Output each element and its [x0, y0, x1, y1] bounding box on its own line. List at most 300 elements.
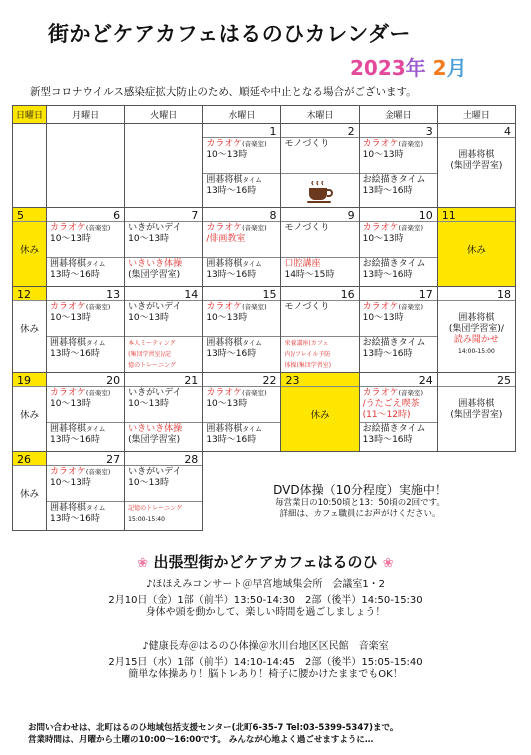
event-text: 囲碁将棋 [50, 503, 87, 513]
day-cell [47, 287, 125, 373]
event-text: 10～13時 [50, 399, 91, 409]
event-line [50, 349, 121, 360]
event1-title: ♪ほほえみコンサート＠早宮地域集会所 会議室1・2 [145, 579, 386, 590]
event-note: (音楽室) [398, 140, 424, 148]
day-cell [437, 287, 515, 373]
week-row [13, 124, 516, 208]
weekday-mon: 月曜日 [47, 106, 125, 124]
event-line [284, 302, 355, 313]
day-number: 27 [47, 452, 124, 466]
event-line [206, 234, 277, 245]
event-text: 10～13時 [206, 313, 248, 323]
weekday-wed: 水曜日 [203, 106, 281, 124]
event-text: 13時～16時 [206, 186, 257, 196]
event-block [281, 138, 358, 174]
event-text: /俳画教室 [206, 234, 246, 244]
day-cell [47, 124, 125, 208]
event-note: (音楽室) [242, 140, 267, 148]
event-line [128, 270, 199, 281]
event-line [206, 150, 277, 161]
day-number: 9 [281, 208, 358, 222]
event-text: 14時～15時 [284, 270, 335, 280]
day-cell [203, 124, 281, 208]
event-line [128, 223, 199, 234]
day-cell [203, 287, 281, 373]
day-cell [47, 208, 125, 287]
day-number: 20 [47, 373, 124, 387]
dvd-heading: DVD体操（10分程度）実施中！ [273, 483, 447, 497]
event-line [50, 503, 121, 514]
event-text: 13時～16時 [362, 349, 413, 359]
event-text: 囲碁将棋 [206, 259, 243, 269]
day-cell [281, 287, 359, 373]
event-line [206, 435, 277, 446]
day-cell [281, 124, 359, 208]
event-line [206, 186, 277, 197]
day-number: 17 [360, 287, 437, 301]
event-line [284, 259, 355, 270]
event-line [441, 161, 512, 172]
event-text: 10～13時 [128, 478, 170, 488]
event-block [203, 387, 280, 423]
closed-label: 休み [19, 245, 39, 256]
event-text: 14:00-15:00 [458, 348, 495, 355]
event-text: お絵描きタイム [362, 175, 426, 185]
event-text: カラオケ [362, 302, 399, 312]
day-cell [125, 124, 203, 208]
event-line [284, 139, 355, 150]
event-text: 囲碁将棋 [206, 424, 243, 434]
day-cell [437, 124, 515, 208]
footer [28, 722, 398, 746]
event-line [206, 223, 277, 234]
event-line [206, 259, 277, 270]
event-text: いきがいデイ [128, 467, 182, 477]
year-suffix: 年 [405, 56, 426, 80]
event-block [125, 301, 202, 337]
day-number: 4 [438, 124, 515, 138]
event-line [206, 175, 277, 186]
event-line [206, 349, 277, 360]
day-cell [359, 124, 437, 208]
event-block [438, 387, 515, 422]
event-note: (音楽室) [85, 303, 111, 311]
event-line [363, 313, 434, 324]
event-note: タイム [242, 176, 262, 184]
day-cell [203, 373, 281, 452]
event-text: 13時～16時 [362, 270, 413, 280]
event-text: お絵描きタイム [362, 259, 426, 269]
event-line [50, 435, 121, 446]
event-block [203, 423, 280, 447]
event-line [363, 223, 434, 234]
event-line [50, 313, 121, 324]
event-line [128, 388, 199, 399]
event-block [47, 258, 124, 282]
event-text: 10～13時 [206, 150, 248, 160]
event-line [206, 399, 277, 410]
event-line [50, 302, 121, 313]
event-text: 10～13時 [206, 399, 248, 409]
footer-line1: お問い合わせは、北町はるのひ地域包括支援センター(北町6-35-7 Tel:03-5399-5347)まで。 [28, 723, 399, 733]
calendar-body [13, 124, 516, 531]
event-text: 囲碁将棋 [50, 338, 87, 348]
day-number: 21 [125, 373, 202, 387]
event-block [203, 174, 280, 198]
event-line [363, 399, 434, 410]
event-text: いきがいデイ [128, 223, 182, 233]
event-text: (集団学習室) [450, 161, 503, 171]
event-block [360, 222, 437, 258]
event-text: 10～13時 [128, 234, 170, 244]
event-text: いきがいデイ [128, 388, 182, 398]
event-line [284, 270, 355, 281]
day-cell [125, 452, 203, 531]
event-line [363, 338, 434, 349]
event-line [128, 302, 199, 313]
event-text: 囲碁将棋 [50, 424, 87, 434]
event-line [363, 270, 434, 281]
event-note: タイム [86, 339, 106, 347]
event-note: タイム [86, 425, 106, 433]
page-title: 街かどケアカフェはるのひカレンダー [48, 22, 411, 46]
event-line [441, 313, 512, 324]
event-line [363, 302, 434, 313]
event-text: 栄養講座(カフェ [284, 340, 329, 347]
day-cell [13, 287, 47, 373]
event-block [360, 258, 437, 282]
day-cell [281, 373, 359, 452]
event-line [363, 175, 434, 186]
event-text: お絵描きタイム [362, 424, 426, 434]
event-text: 13時～16時 [362, 435, 413, 445]
event-note: タイム [242, 425, 262, 433]
event-text: カラオケ [362, 388, 399, 398]
event-text: 10～13時 [128, 399, 170, 409]
event-text: 囲碁将棋 [206, 175, 243, 185]
day-number: 7 [125, 208, 202, 222]
outreach-title [0, 551, 531, 572]
event-line [206, 313, 277, 324]
event-line [128, 478, 199, 489]
event-line [441, 335, 512, 346]
event-block [203, 258, 280, 282]
closed-label: 休み [19, 410, 39, 421]
event-text: 13時～16時 [206, 270, 257, 280]
day-cell [13, 452, 47, 531]
event-line [128, 234, 199, 245]
weekday-thu: 木曜日 [281, 106, 359, 124]
day-number: 6 [47, 208, 124, 222]
event-block [438, 138, 515, 173]
event-text: (集団学習室)/記 [128, 351, 171, 358]
event-text: 13時～16時 [50, 514, 100, 524]
event-text: カラオケ [206, 388, 243, 398]
day-cell [281, 208, 359, 287]
event-text: 10～13時 [362, 150, 404, 160]
event-text: 記憶のトレーニング [128, 505, 183, 512]
event-text: 本人ミーティング [128, 340, 176, 347]
day-cell [13, 124, 47, 208]
day-number: 28 [125, 452, 202, 466]
day-number: 5 [13, 208, 46, 222]
event-text: 13時～16時 [50, 435, 100, 445]
weekday-tue: 火曜日 [125, 106, 203, 124]
event-line [363, 234, 434, 245]
event-block [281, 174, 358, 204]
event-text: モノづくり [284, 223, 330, 233]
event-line [206, 270, 277, 281]
closed-label: 休み [466, 245, 486, 256]
day-number: 23 [281, 373, 358, 387]
event-block [47, 222, 124, 258]
event1-desc: 身体や頭を動かして、楽しい時間を過ごしましょう！ [145, 607, 386, 618]
dvd-notice [215, 481, 505, 520]
event-text: 囲碁将棋 [458, 399, 495, 409]
event-text: 体操(集団学習室) [284, 362, 332, 369]
event-line [128, 360, 199, 371]
day-cell [13, 373, 47, 452]
day-number: 8 [203, 208, 280, 222]
event-block [125, 337, 202, 372]
event-line [206, 424, 277, 435]
day-cell [359, 208, 437, 287]
day-number: 1 [203, 124, 280, 138]
year: 2023 [350, 56, 406, 80]
closed-label: 休み [310, 410, 330, 421]
event-line [50, 270, 121, 281]
event-line [128, 467, 199, 478]
event-line [441, 399, 512, 410]
event-note: (音楽室) [85, 224, 111, 232]
event-text: 囲碁将棋 [458, 150, 495, 160]
event-text: 15:00-15:40 [128, 516, 165, 523]
event-line [284, 223, 355, 234]
calendar-table [12, 105, 516, 531]
event-note: (音楽室) [242, 224, 267, 232]
event-line [128, 313, 199, 324]
event-note: (音楽室) [242, 303, 267, 311]
event-block [125, 222, 202, 258]
month-suffix: 月 [446, 56, 467, 80]
event-text: 13時～16時 [50, 270, 100, 280]
event-line [128, 399, 199, 410]
event-line [128, 259, 199, 270]
event-text: 10～13時 [50, 478, 91, 488]
event-text: カラオケ [362, 223, 399, 233]
event1-time: 2月10日（金）1部（前半）13:50-14:30 2部（後半）14:50-15:30 [108, 595, 423, 606]
month: 2 [432, 56, 447, 80]
day-number: 3 [360, 124, 437, 138]
event-text: モノづくり [284, 302, 330, 312]
day-number: 22 [203, 373, 280, 387]
event-block [47, 466, 124, 502]
closed-label: 休み [19, 489, 39, 500]
event-text: (集団学習室)/ [448, 324, 504, 334]
day-cell [359, 373, 437, 452]
event-text: 口腔講座 [284, 259, 321, 269]
event-line [363, 424, 434, 435]
event-line [50, 399, 121, 410]
event-line [128, 503, 199, 514]
event-block [203, 337, 280, 361]
event-line [284, 338, 355, 349]
day-number: 10 [360, 208, 437, 222]
day-cell [47, 452, 125, 531]
event-line [50, 388, 121, 399]
day-number: 25 [438, 373, 515, 387]
event-text: カラオケ [50, 467, 86, 477]
day-number: 11 [438, 208, 515, 222]
day-number: 26 [13, 452, 46, 466]
day-number: 12 [13, 287, 46, 301]
event-text: 13時～16時 [362, 186, 413, 196]
day-number: 19 [13, 373, 46, 387]
event-block [125, 466, 202, 502]
event-line [284, 360, 355, 371]
day-number: 15 [203, 287, 280, 301]
event-text: カラオケ [362, 139, 399, 149]
day-number: 24 [360, 373, 437, 387]
event-note: タイム [86, 260, 106, 268]
weekday-sat: 土曜日 [437, 106, 515, 124]
event-line [50, 424, 121, 435]
event-text: 囲碁将棋 [50, 259, 87, 269]
event2-title: ♪健康長寿＠はるのひ体操＠氷川台地区区民館 音楽室 [142, 641, 389, 652]
event-note: (音楽室) [398, 224, 424, 232]
event-block [281, 301, 358, 337]
dvd-line2: 詳細は、カフェ職員にお声がけください。 [279, 509, 441, 519]
event-line [50, 223, 121, 234]
event-line [363, 186, 434, 197]
event-text: 13時～16時 [50, 349, 100, 359]
event-line [128, 424, 199, 435]
event-block [47, 387, 124, 423]
event-text: いきいき体操 [128, 259, 183, 269]
event-line [441, 346, 512, 357]
day-number: 16 [281, 287, 358, 301]
event-block [203, 301, 280, 337]
event-line [50, 467, 121, 478]
event-note: (音楽室) [242, 389, 267, 397]
event-line [441, 324, 512, 335]
event-line [363, 139, 434, 150]
event-line [206, 388, 277, 399]
weekday-sun: 日曜日 [13, 106, 47, 124]
event-note: タイム [242, 260, 262, 268]
event-note: (音楽室) [398, 389, 424, 397]
event-block [281, 222, 358, 258]
event-text: 囲碁将棋 [206, 338, 243, 348]
event-text: 10～13時 [362, 234, 404, 244]
event-text: カラオケ [206, 223, 243, 233]
event-line [363, 435, 434, 446]
event-line [128, 349, 199, 360]
event-block [47, 423, 124, 447]
event-text: 内)/フレイル予防 [284, 351, 331, 358]
event-line [441, 150, 512, 161]
event-text: カラオケ [206, 139, 243, 149]
event-text: 13時～16時 [206, 435, 257, 445]
event-line [206, 139, 277, 150]
day-cell [125, 373, 203, 452]
event2-desc: 簡単な体操あり！脳トレあり！椅子に腰かけたままでもOK！ [128, 669, 403, 680]
event-line [363, 349, 434, 360]
weekday-header-row [13, 106, 516, 124]
event-text: (11～12時) [362, 410, 411, 420]
event-line [50, 259, 121, 270]
week-row [13, 287, 516, 373]
event-line [50, 338, 121, 349]
day-number: 18 [438, 287, 515, 301]
event-text: 10～13時 [50, 313, 91, 323]
day-cell [437, 373, 515, 452]
event-text: 10～13時 [362, 313, 404, 323]
event-note: タイム [86, 504, 106, 512]
notice: 新型コロナウイルス感染症拡大防止のため、順延や中止となる場合がございます。 [30, 86, 417, 98]
event-block [360, 387, 437, 423]
event-text: (集団学習室) [450, 410, 503, 420]
year-month [350, 52, 467, 81]
event-line [128, 338, 199, 349]
event-block [360, 138, 437, 174]
event-block [203, 138, 280, 174]
event-text: 読み聞かせ [453, 335, 499, 345]
event-text: 憶のトレーニング [128, 362, 177, 369]
event-text: (集団学習室) [128, 270, 181, 280]
closed-label: 休み [19, 324, 39, 335]
event-text: 囲碁将棋 [458, 313, 495, 323]
event-text: いきがいデイ [128, 302, 182, 312]
event-text: いきいき体操 [128, 424, 183, 434]
event-block [360, 423, 437, 447]
event-line [363, 410, 434, 421]
event-block [125, 423, 202, 447]
day-number: 2 [281, 124, 358, 138]
event-block [281, 258, 358, 282]
event-text: /うたごえ喫茶 [362, 399, 420, 409]
event-text: カラオケ [50, 223, 86, 233]
event-text: 13時～16時 [206, 349, 257, 359]
event-line [50, 234, 121, 245]
weekday-fri: 金曜日 [359, 106, 437, 124]
coffee-cup-icon [306, 181, 334, 203]
week-row [13, 373, 516, 452]
event-line [128, 435, 199, 446]
event-line [50, 514, 121, 525]
event-block [125, 387, 202, 423]
event-line [206, 302, 277, 313]
outreach-title-text: 出張型街かどケアカフェはるのひ [153, 553, 378, 571]
event-line [284, 349, 355, 360]
event-text: カラオケ [50, 388, 86, 398]
day-number: 14 [125, 287, 202, 301]
day-cell [203, 208, 281, 287]
event-block [47, 301, 124, 337]
day-cell [125, 208, 203, 287]
event-line [441, 410, 512, 421]
event-block [360, 337, 437, 361]
day-cell [47, 373, 125, 452]
day-cell [437, 208, 515, 287]
flower-icon: ❀ [137, 556, 149, 571]
week-row [13, 208, 516, 287]
event-text: お絵描きタイム [362, 338, 426, 348]
event2-time: 2月15日（水）1部（前半）14:10-14:45 2部（後半）15:05-15:40 [108, 657, 423, 668]
event-text: 10～13時 [128, 313, 170, 323]
event-block [47, 502, 124, 526]
event-note: (音楽室) [398, 303, 424, 311]
